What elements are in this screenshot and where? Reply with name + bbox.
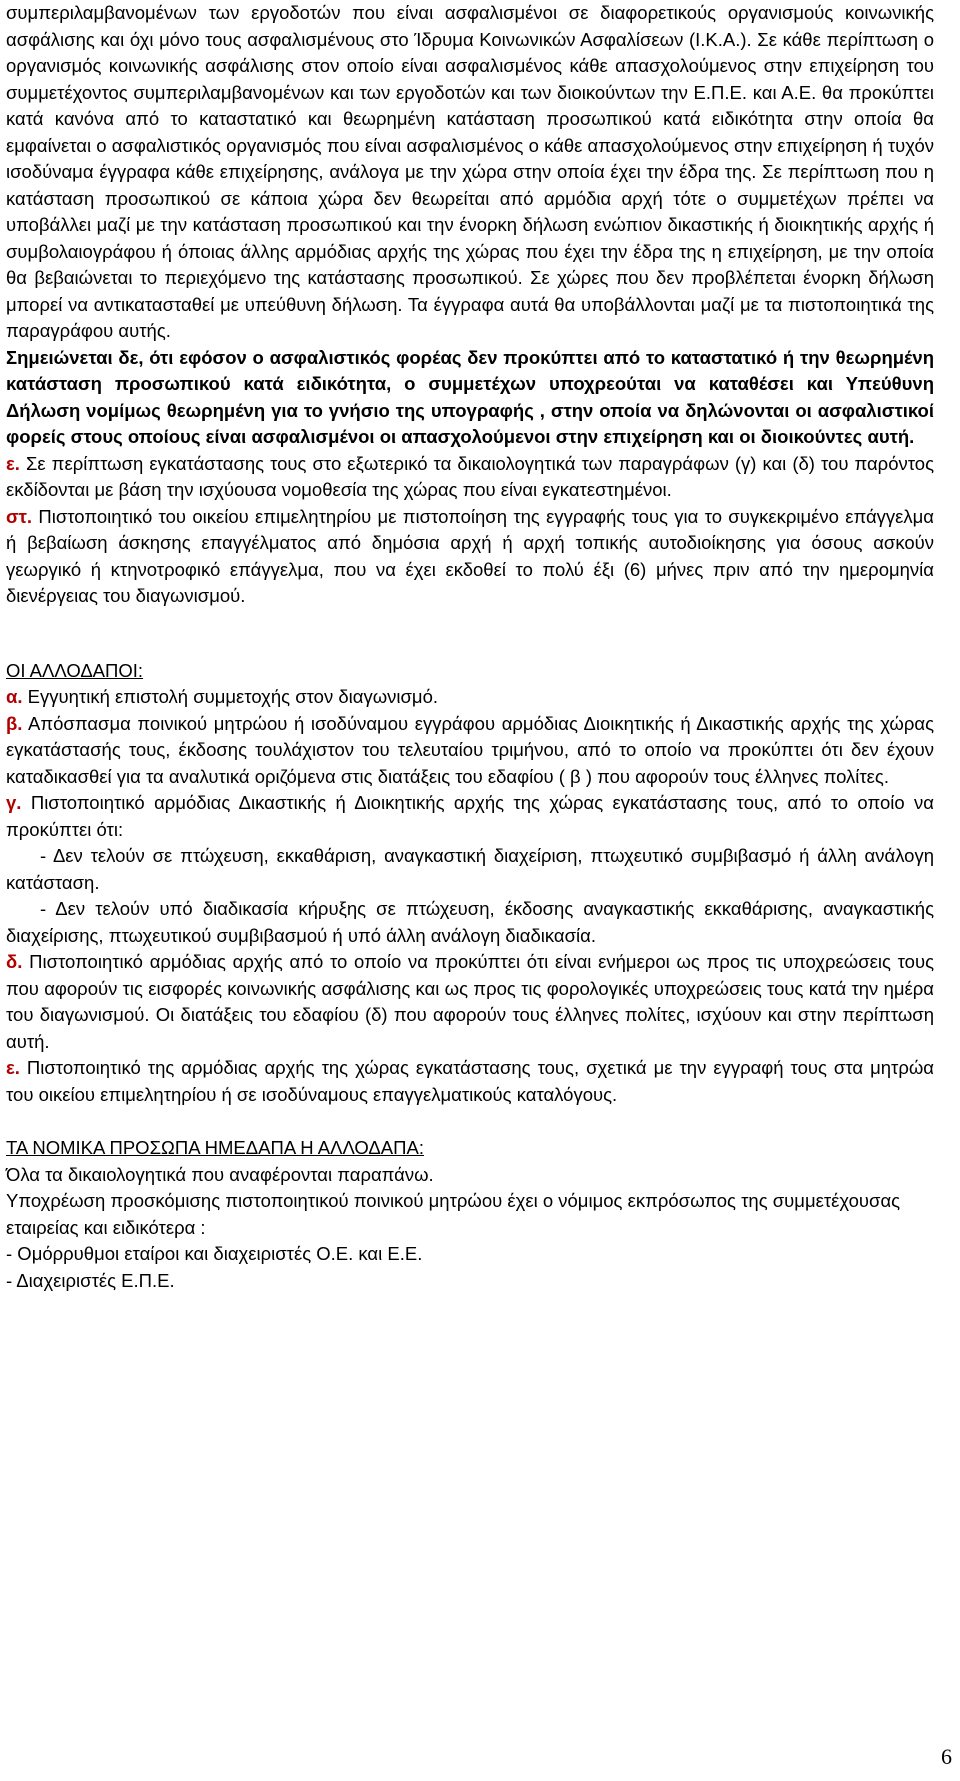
item-text: Πιστοποιητικό αρμόδιας αρχής από το οποίο να προκύπτει ότι είναι ενήμεροι ως προς τις υποχρεώσεις τους που αφορούν τις εισφορές κοινωνικής ασφάλισης και ως προς τις φορολογικές υποχρεώσεις τους κατά την ημέρα του διαγωνισμού. Οι διατάξεις του εδαφίου (δ) που αφορούν τους έλληνες πολίτες, ισχύουν και στην περίπτωση αυτή. — [6, 951, 934, 1052]
item-marker: δ. — [6, 951, 23, 972]
item-marker: γ. — [6, 792, 22, 813]
item-text: Πιστοποιητικό αρμόδιας Δικαστικής ή Διοικητικής αρχής της χώρας εγκατάστασης τους, από το οποίο να προκύπτει ότι: — [6, 792, 934, 840]
item-marker: ε. — [6, 452, 20, 474]
spacer — [6, 1108, 934, 1135]
top-paragraph-body: Σε κάθε περίπτωση ο οργανισμός κοινωνικής ασφάλισης στον οποίο είναι ασφαλισμένος κάθε απασχολούμενος στην επιχείρηση του συμμετέχοντος συμπεριλαμβανομένων και των εργοδοτών και των διοικούντων την Ε.Π.Ε. και Α.Ε. θα προκύπτει κατά κανόνα από το καταστατικό και θεωρημένη κατάσταση προσωπικού κατά ειδικότητα στην οποία θα εμφαίνεται ο ασφαλιστικός οργανισμός που είναι ασφαλισμένος ο κάθε απασχολούμενος στην επιχείρηση ή τυχόν ισοδύναμα έγγραφα κάθε επιχείρησης, ανάλογα με την χώρα στην οποία έχει την έδρα της. Σε περίπτωση που η κατάσταση προσωπικού σε κάποια χώρα δεν θεωρείται από αρμόδια αρχή τότε ο συμμετέχων πρέπει να υποβάλλει μαζί με την κατάσταση προσωπικού και την ένορκη δήλωση ενώπιον δικαστικής ή διοικητικής αρχής ή συμβολαιογράφου ή όποιας άλλης αρμόδιας αρχής της χώρας που έχει την έδρα της η επιχείρηση, με την οποία θα βεβαιώνεται το περιεχόμενο της κατάστασης προσωπικού. Σε χώρες που δεν προβλέπεται ένορκη δήλωση μπορεί να αντικατασταθεί με υπεύθυνη δήλωση. Τα έγγραφα αυτά θα υποβάλλονται μαζί με τα πιστοποιητικά της παραγράφου αυτής. — [6, 28, 934, 341]
document-page — [6, 0, 934, 1294]
item-text: Σε περίπτωση εγκατάστασης τους στο εξωτερικό τα δικαιολογητικά των παραγράφων (γ) και (δ) του παρόντος εκδίδονται με βάση την ισχύουσα νομοθεσία της χώρας που είναι εγκατεστημένοι. — [6, 452, 934, 500]
item-marker: α. — [6, 686, 23, 707]
foreign-subitem: - Δεν τελούν σε πτώχευση, εκκαθάριση, αναγκαστική διαχείριση, πτωχευτικό συμβιβασμό ή άλλη ανάλογη κατάσταση. — [6, 845, 934, 893]
item-st — [6, 504, 934, 610]
legal-entities-list-item: - Ομόρρυθμοι εταίροι και διαχειριστές Ο.Ε. και Ε.Ε. — [6, 1243, 423, 1264]
bold-notice: Σημειώνεται δε, ότι εφόσον ο ασφαλιστικός φορέας δεν προκύπτει από το καταστατικό ή την θεωρημένη κατάσταση προσωπικού κατά ειδικότητα, ο συμμετέχων υποχρεούται να καταθέσει και Υπεύθυνη Δήλωση νομίμως θεωρημένη για το γνήσιο της υπογραφής , στην οποία να δηλώνονται οι ασφαλιστικοί φορείς στους οποίους είναι ασφαλισμένοι οι απασχολούμενοι στην επιχείρηση και οι διοικούντες αυτή. — [6, 346, 934, 447]
item-marker: στ. — [6, 505, 33, 527]
legal-entities-list-item: - Διαχειριστές Ε.Π.Ε. — [6, 1269, 175, 1291]
foreign-item-e — [6, 1055, 934, 1108]
item-text: Εγγυητική επιστολή συμμετοχής στον διαγωνισμό. — [22, 686, 438, 707]
legal-entities-line: Υποχρέωση προσκόμισης πιστοποιητικού ποινικού μητρώου έχει ο νόμιμος εκπρόσωπος της συμμετέχουσας εταιρείας και ειδικότερα : — [6, 1190, 901, 1238]
foreign-item-b — [6, 711, 934, 791]
foreign-item-c — [6, 790, 934, 843]
page-number: 6 — [941, 1744, 952, 1769]
legal-entities-heading-text: ΤΑ ΝΟΜΙΚΑ ΠΡΟΣΩΠΑ ΗΜΕΔΑΠΑ Η ΑΛΛΟΔΑΠΑ: — [6, 1137, 424, 1158]
item-text: Πιστοποιητικό της αρμόδιας αρχής της χώρας εγκατάστασης τους, σχετικά με την εγγραφή τους στα μητρώα του οικείου επιμελητηρίου ή σε ισοδύναμους επαγγελματικούς καταλόγους. — [6, 1057, 934, 1105]
item-text: Απόσπασμα ποινικού μητρώου ή ισοδύναμου εγγράφου αρμόδιας Διοικητικής ή Δικαστικής αρχής της χώρας εγκατάστασής τους, έκδοσης τουλάχιστον του τελευταίου τριμήνου, από το οποίο να προκύπτει ότι δεν έχουν καταδικασθεί για τα αναλυτικά οριζόμενα στις διατάξεις του εδαφίου ( β ) που αφορούν τους έλληνες πολίτες. — [6, 712, 934, 787]
foreigners-heading-text: ΟΙ ΑΛΛΟΔΑΠΟΙ: — [6, 659, 144, 681]
item-e1 — [6, 451, 934, 504]
top-paragraph-lead: συμπεριλαμβανομένων των εργοδοτών που είναι ασφαλισμένοι σε διαφορετικούς οργανισμούς κοινωνικής ασφάλισης και όχι μόνο τους ασφαλισμένους στο Ίδρυμα Κοινωνικών Ασφαλίσεων (Ι.Κ.Α.). — [6, 2, 934, 50]
foreign-item-d — [6, 949, 934, 1055]
foreign-subitem: - Δεν τελούν υπό διαδικασία κήρυξης σε πτώχευση, έκδοσης αναγκαστικής εκκαθάρισης, αναγκαστικής διαχείρισης, πτωχευτικού συμβιβασμού ή υπό άλλη ανάλογη διαδικασία. — [6, 898, 934, 946]
spacer — [6, 610, 934, 658]
item-marker: β. — [6, 712, 23, 734]
item-text: Πιστοποιητικό του οικείου επιμελητηρίου με πιστοποίηση της εγγραφής τους για το συγκεκριμένο επάγγελμα ή βεβαίωση άσκησης επαγγέλματος από δημόσια αρχή ή αρχή τοπικής αυτοδιοίκησης για όσους ασκούν γεωργικό ή κτηνοτροφικό επάγγελμα, που να έχει εκδοθεί το πολύ έξι (6) μήνες πριν από την ημερομηνία διενέργειας του διαγωνισμού. — [6, 505, 934, 606]
item-marker: ε. — [6, 1057, 20, 1078]
foreigners-heading — [6, 658, 934, 685]
legal-entities-line: Όλα τα δικαιολογητικά που αναφέρονται παραπάνω. — [6, 1163, 434, 1185]
foreign-item-a — [6, 684, 934, 711]
legal-entities-heading — [6, 1135, 934, 1162]
top-paragraph — [6, 0, 934, 345]
